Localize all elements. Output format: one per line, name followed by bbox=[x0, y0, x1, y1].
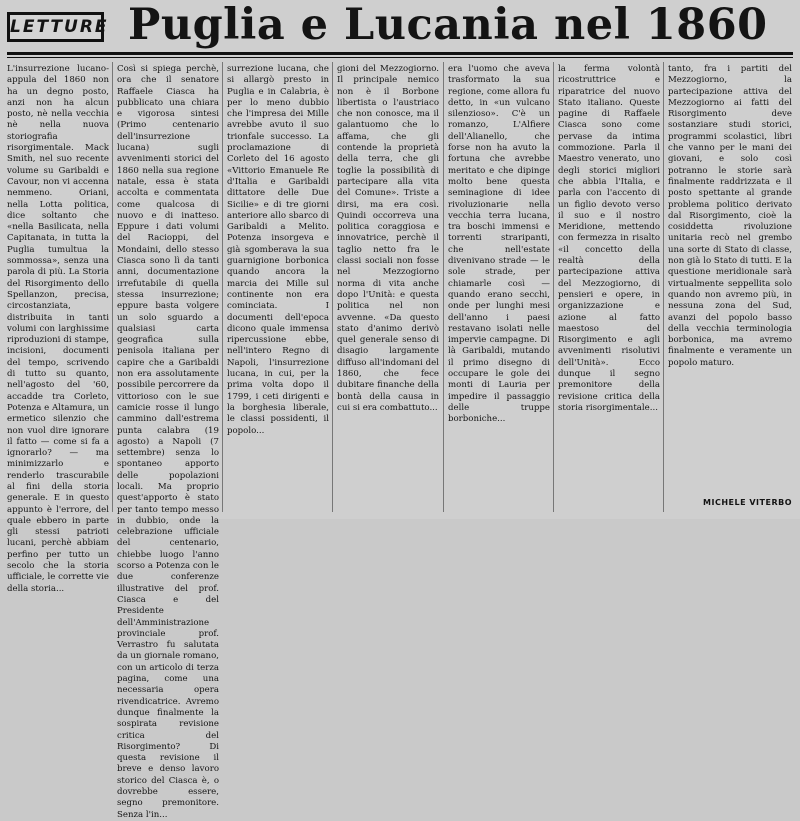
column-divider bbox=[332, 62, 333, 512]
column-divider bbox=[112, 62, 113, 512]
article-column-5: era l'uomo che aveva trasformato la sua regione, come allora fu detto, in «un vulcano silenzioso». C'è un romanzo, L'Alfiere dell'Alianello, che forse non ha avuto la fortuna che avrebbe meritato e che dipinge molto bene questa seminagione di idee rivoluzionarie nella vecchia terra lucana, tra boschi immensi e torrenti straripanti, che nell'estate divenivano strade — le sole strade, per chiamarle così — quando erano secchi, onde per lunghi mesi dell'anno i paesi restavano isolati nelle impervie campagne. Di là Garibaldi, mutando il primo disegno di occupare le gole dei monti di Lauria per impedire il passaggio delle truppe borboniche... bbox=[448, 64, 550, 425]
column-divider bbox=[553, 62, 554, 512]
article-column-6: la ferma volontà ricostruttrice e riparatrice del nuovo Stato italiano. Queste pagine di Raffaele Ciasca sono come pervase da intima commozione. Parla il Maestro venerato, uno degli storici migliori che abbia l'Italia, e parla con l'accento di un figlio devoto verso il suo e il nostro Meridione, mettendo con fermezza in risalto «il concetto della realtà della partecipazione attiva del Mezzogiorno, di pensieri e opere, in organizzazione e azione al fatto maestoso del Risorgimento e agli avvenimenti risolutivi dell'Unità». Ecco dunque il segno premonitore della revisione critica della storia risorgimentale... bbox=[558, 64, 660, 413]
author-byline: MICHELE VITERBO bbox=[703, 498, 792, 507]
column-divider bbox=[443, 62, 444, 512]
article-column-2: Così si spiega perchè, ora che il senatore Raffaele Ciasca ha pubblicato una chiara e vigorosa sintesi (Primo centenario dell'insurrezione lucana) sugli avvenimenti storici del 1860 nella sua regione natale, essa è stata accolta e commentata come qualcosa di nuovo e di inatteso. Eppure i dati volumi del Racioppi, del Mondaini, dello stesso Ciasca sono lì da tanti anni, documentazione irrefutabile di quella stessa insurrezione; eppure basta volgere un solo sguardo a qualsiasi carta geografica sulla penisola italiana per capire che a Garibaldi non era assolutamente possibile percorrere da vittorioso con le sue camicie rosse il lungo cammino dall'estrema punta calabra (19 agosto) a Napoli (7 settembre) senza lo spontaneo apporto delle popolazioni locali. Ma proprio quest'apporto è stato per tanto tempo messo in dubbio, onde la celebrazione ufficiale del centenario, chiebbe luogo l'anno scorso a Potenza con le due conferenze illustrative del prof. Ciasca e del Presidente dell'Amministrazione provinciale prof. Verrastro fu salutata da un giornale romano, con un articolo di terza pagina, come una necessaria opera rivendicatrice. Avremo dunque finalmente la sospirata revisione critica del Risorgimento? Di questa revisione il breve e denso lavoro storico del Ciasca è, o dovrebbe essere, segno premonitore. Senza l'in... bbox=[117, 64, 219, 820]
column-divider bbox=[663, 62, 664, 512]
column-divider bbox=[222, 62, 223, 512]
article-column-3: surrezione lucana, che si allargò presto in Puglia e in Calabria, è per lo meno dubbio che l'impresa dei Mille avrebbe avuto il suo trionfale successo. La proclamazione di Corleto del 16 agosto «Vittorio Emanuele Re d'Italia e Garibaldi dittatore delle Due Sicilie» e di tre giorni anteriore allo sbarco di Garibaldi a Melito. Potenza insorgeva e già sgomberava la sua guarnigione borbonica quando ancora la marcia dei Mille sul continente non era cominciata. I documenti dell'epoca dicono quale immensa ripercussione ebbe, nell'intero Regno di Napoli, l'insurrezione lucana, in cui, per la prima volta dopo il 1799, i ceti dirigenti e la borghesia liberale, le classi possidenti, il popolo... bbox=[227, 64, 329, 436]
headline-rule-thin bbox=[7, 57, 793, 58]
section-label: LETTURE bbox=[7, 12, 104, 42]
article-column-1: L'insurrezione lucano-appula del 1860 non ha un degno posto, anzi non ha alcun posto, nè nella vecchia nè nella nuova storiografia risorgimentale. Mack Smith, nel suo recente volume su Garibaldi e Cavour, non vi accenna nemmeno. Oriani, nella Lotta politica, dice soltanto che «nella Basilicata, nella Capitanata, in tutta la Puglia tumultua la sommossa», senza una parola di più. La Storia del Risorgimento dello Spellanzon, precisa, circostanziata, distribuita in tanti volumi con larghissime riproduzioni di stampe, incisioni, documenti del tempo, scrivendo di tutto su quanto, nell'agosto del '60, accadde tra Corleto, Potenza e Altamura, un ermetico silenzio che non vuol dire ignorare il fatto — come si fa a ignorarlo? — ma minimizzarlo e renderlo trascurabile al fini della storia generale. E in questo appunto è l'errore, del quale ebbero in parte gli stessi patrioti lucani, perchè abbiam perfino per tutto un secolo che la storia ufficiale, le corrette vie della storia... bbox=[7, 64, 109, 594]
article-column-7: tanto, fra i partiti del Mezzogiorno, la partecipazione attiva del Mezzogiorno ai fatti del Risorgimento deve sostanziare studi storici, programmi scolastici, libri che vanno per le mani dei giovani, e solo così potranno le storie sarà finalmente raddrizzata e il posto spettante al grande problema politico derivato dal Risorgimento, cioè la cosiddetta rivoluzione unitaria recò nel grembo una sorte di Stato di classe, non già lo Stato di tutti. E la questione meridionale sarà virtualmente seppellita solo quando non avremo più, in nessuna zona del Sud, avanzi del popolo basso della vecchia terminologia borbonica, ma avremo finalmente e veramente un popolo maturo. bbox=[668, 64, 792, 368]
headline: Puglia e Lucania nel 1860 bbox=[128, 0, 768, 50]
article-column-4: gioni del Mezzogiorno. Il principale nemico non è il Borbone libertista o l'austriaco che non conosce, ma il galantuomo che lo affama, che gli contende la proprietà della terra, che gli toglie la possibilità di partecipare alla vita del Comune». Triste a dirsi, ma era così. Quindi occorreva una politica coraggiosa e innovatrice, perchè il taglio netto fra le classi sociali non fosse nel Mezzogiorno norma di vita anche dopo l'Unità: e questa politica nel non avvenne. «Da questo stato d'animo derivò quel generale senso di disagio largamente diffuso all'indomani del 1860, che fece dubitare finanche della bontà della causa in cui si era combattuto... bbox=[337, 64, 439, 413]
headline-rule bbox=[7, 52, 793, 55]
